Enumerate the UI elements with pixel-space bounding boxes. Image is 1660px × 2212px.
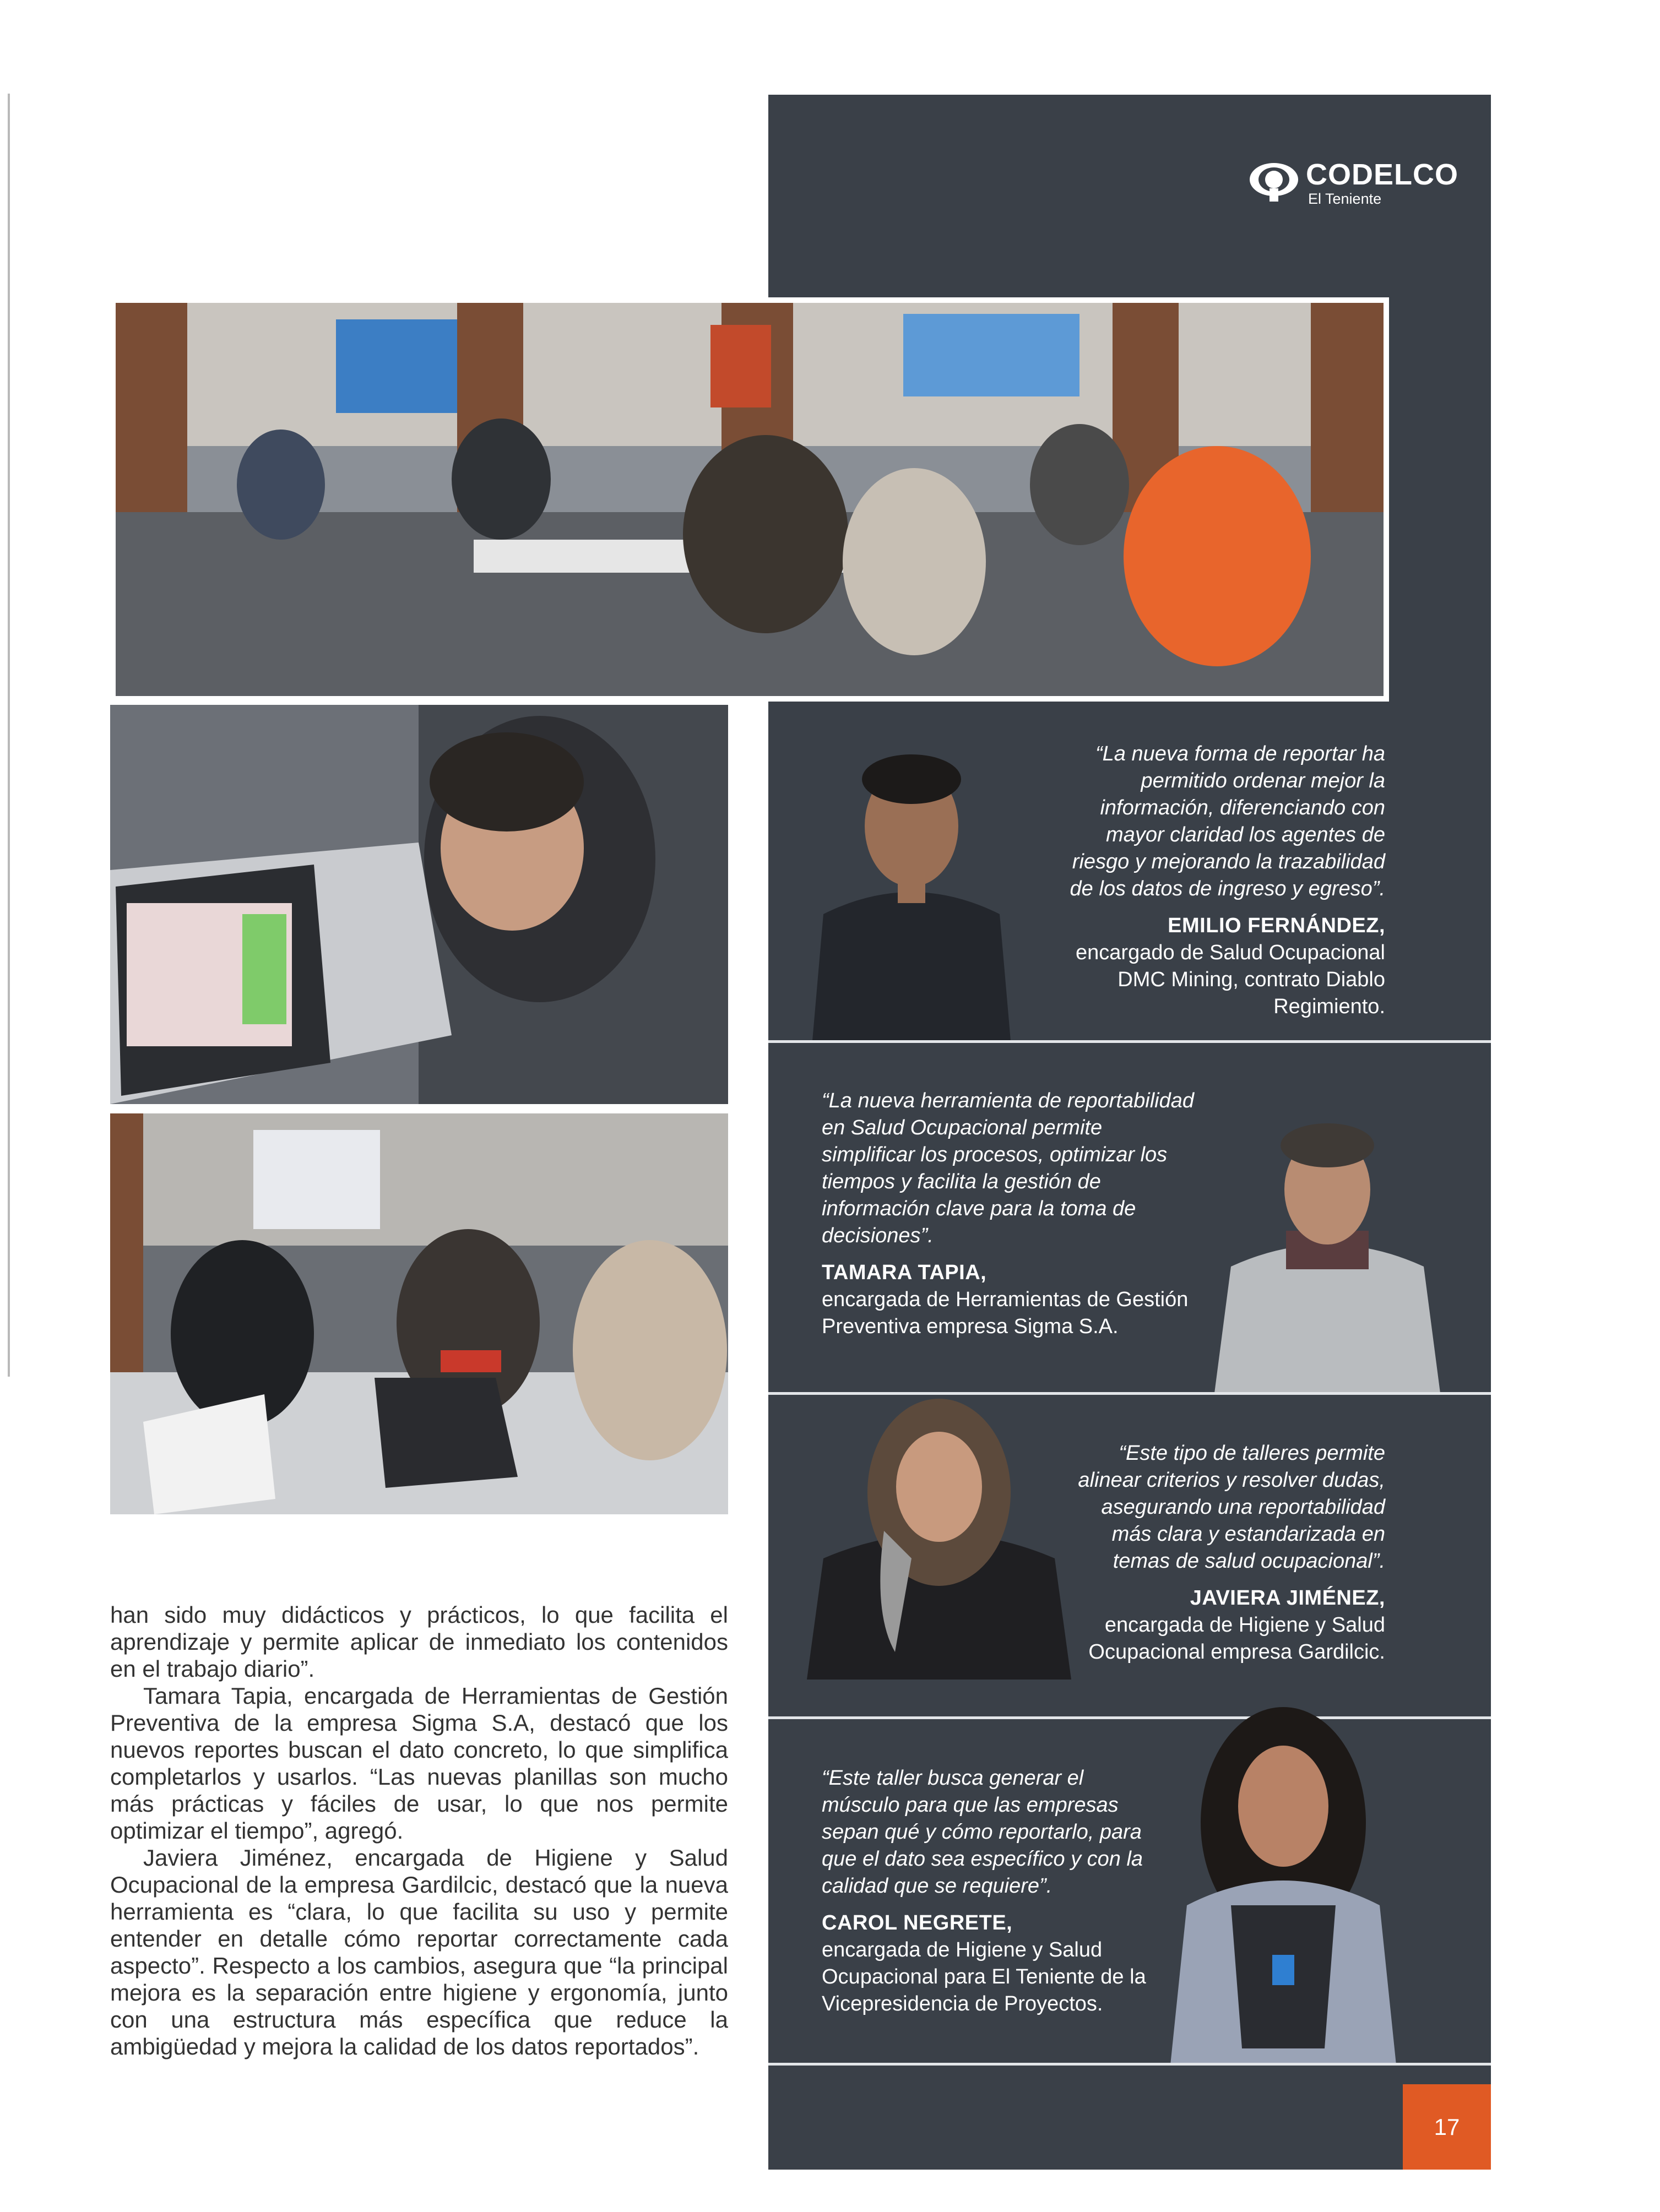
page-number: 17: [1403, 2084, 1491, 2170]
portrait-tamara-tapia: [1209, 1112, 1446, 1393]
testimonial-role: encargada de Higiene y Salud Ocupacional para El Teniente de la Vicepresidencia de Proyectos.: [822, 1938, 1146, 2015]
logo-subtitle: El Teniente: [1308, 191, 1382, 207]
man-using-laptop-photo: [110, 705, 728, 1104]
portrait-carol-negrete: [1159, 1696, 1407, 2065]
body-paragraph: han sido muy didácticos y prácticos, lo que facilita el aprendizaje y permite aplicar de inmediato los contenidos en el trabajo diario”.: [110, 1602, 728, 1682]
testimonial-quote: “Este tipo de talleres permite alinear criterios y resolver dudas, asegurando una reportabilidad más clara y estandarizada en temas de salud ocupacional”.: [1078, 1442, 1385, 1573]
logo-name: CODELCO: [1306, 158, 1458, 191]
testimonial-role: encargada de Higiene y Salud Ocupacional empresa Gardilcic.: [1088, 1613, 1385, 1664]
testimonial-role: encargada de Herramientas de Gestión Preventiva empresa Sigma S.A.: [822, 1288, 1189, 1338]
testimonial-quote: “La nueva herramienta de reportabilidad en Salud Ocupacional permite simplificar los procesos, optimizar los tiempos y facilita la gestión de información clave para la toma de decisiones”.: [822, 1089, 1194, 1247]
testimonial-quote: “La nueva forma de reportar ha permitido ordenar mejor la información, diferenciando con mayor claridad los agentes de riesgo y mejorando la trazabilidad de los datos de ingreso y egreso”.: [1070, 742, 1385, 900]
testimonial-role: encargado de Salud Ocupacional DMC Mining, contrato Diablo Regimiento.: [1076, 941, 1385, 1018]
participants-table-photo: [110, 1113, 728, 1514]
testimonial-quote: “Este taller busca generar el músculo para que las empresas sepan qué y cómo reportarlo, para que el dato sea específico y con la calidad que se requiere”.: [822, 1767, 1143, 1898]
portrait-javiera-jimenez: [801, 1393, 1077, 1680]
testimonial-name: CAROL NEGRETE,: [822, 1911, 1013, 1934]
section-divider: [768, 2063, 1491, 2066]
article-body: [110, 1601, 728, 2060]
testimonial-javiera-jimenez: [1063, 1440, 1385, 1666]
body-paragraph: Javiera Jiménez, encargada de Higiene y Salud Ocupacional de la empresa Gardilcic, destacó que la nueva herramienta es “clara, lo que facilita su uso y permite entender en detalle cómo reportar correctamente cada aspecto”. Respecto a los cambios, asegura que “la principal mejora es la separación entre higiene y ergonomía, junto con una estructura más específica que reduce la ambigüedad y mejora la calidad de los datos reportados”.: [110, 1845, 728, 2059]
section-divider: [768, 1040, 1491, 1043]
workshop-room-photo: [110, 297, 1389, 702]
margin-rule: [8, 94, 10, 1377]
portrait-emilio-fernandez: [801, 732, 1022, 1041]
codelco-logo: [1247, 159, 1458, 207]
testimonial-name: JAVIERA JIMÉNEZ,: [1190, 1586, 1385, 1610]
codelco-logo-icon: [1247, 161, 1300, 205]
body-paragraph: Tamara Tapia, encargada de Herramientas de Gestión Preventiva de la empresa Sigma S.A, destacó que los nuevos reportes buscan el dato concreto, lo que simplifica completarlos y usarlos. “Las nuevas planillas son mucho más prácticas y fáciles de usar, lo que nos permite optimizar el tiempo”, agregó.: [110, 1683, 728, 1844]
testimonial-tamara-tapia: [822, 1088, 1196, 1340]
testimonial-carol-negrete: [822, 1765, 1163, 2018]
testimonial-emilio-fernandez: [1046, 741, 1385, 1020]
testimonial-name: TAMARA TAPIA,: [822, 1261, 987, 1284]
testimonial-name: EMILIO FERNÁNDEZ,: [1168, 914, 1385, 937]
